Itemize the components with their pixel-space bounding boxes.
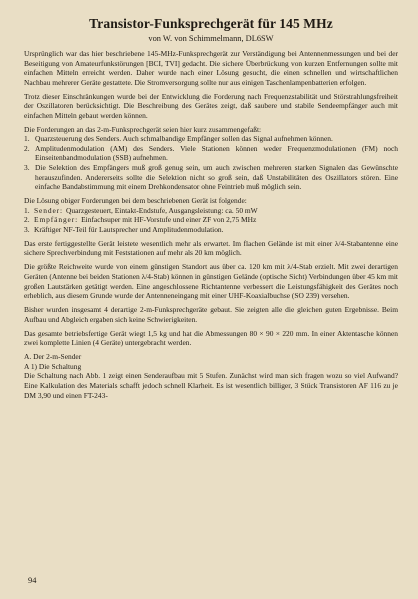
requirement-text: Die Selektion des Empfängers muß groß genug sein, um auch zwischen mehreren starken Signalen das Gewünschte herauszufinden. Andererseits sollte die Selektion nicht so groß sein, daß Unstabilitäten des Oszillators stören. Eine einfache Bandabstimmung mit einem Drehkondensator ohne Feintrieb muß möglich sein. (35, 163, 398, 192)
solution-number: 1. (24, 205, 30, 215)
paragraph-range: Die größte Reichweite wurde von einem günstigen Standort aus über ca. 120 km mit λ/4-Stab erzielt. Mit zwei derartigen Geräten (Antenne bei beiden Stationen λ/4-Stab) können in günstigen Gelände (optische Sicht) Verbindungen über 45 km mit großen Lautstärken getätigt werden. Eine angeschlossene Richtantenne verbessert die Leistungsfähigkeit des Gerätes noch erheblich, aus diesem Grunde wurde der Antenneneingang mit einer UHF-Koaxialbuchse (SO 239) versehen. (24, 262, 398, 301)
article-title: Transistor-Funksprechgerät für 145 MHz (89, 16, 333, 31)
article-byline: von W. von Schimmelmann, DL6SW (148, 34, 274, 43)
requirement-text: Amplitudenmodulation (AM) des Senders. Viele Stationen können weder Frequenzmodulationen (FM) noch Einseitenbandmodulation (SSB) aufnehmen. (35, 143, 398, 163)
requirement-item (24, 144, 398, 163)
requirement-number: 3. (24, 163, 30, 173)
paragraph-constraints: Trotz dieser Einschränkungen wurde bei der Entwicklung die Forderung nach Frequenzstabilität und Störstrahlungsfreiheit der Oszillatoren berücksichtigt. Die Beschreibung des Gerätes zeigt, daß saubere und stabile Sendeempfänger auch mit einfachen Mitteln gebaut werden können. (24, 91, 398, 120)
solution-item (24, 225, 398, 235)
requirement-item (24, 163, 398, 192)
requirement-item (24, 134, 398, 144)
solution-number: 3. (24, 224, 30, 234)
solution-text: Einfachsuper mit HF-Vorstufe und einer ZF von 2,75 MHz (81, 215, 257, 225)
paragraph-solution-intro: Die Lösung obiger Forderungen bei dem beschriebenen Gerät ist folgende: (24, 196, 247, 206)
paragraph-dimensions: Das gesamte betriebsfertige Gerät wiegt 1,5 kg und hat die Abmessungen 80 × 90 × 220 mm. In einer Aktentasche können zwei komplette Linien (4 Geräte) untergebracht werden. (24, 328, 398, 348)
solution-text: Quarzgesteuert, Eintakt-Endstufe, Ausgangsleistung: ca. 50 mW (66, 205, 258, 215)
requirement-text: Quarzsteuerung des Senders. Auch schmalbandige Empfänger sollen das Signal aufnehmen können. (35, 134, 333, 144)
solution-list (24, 206, 398, 235)
solution-label: Sender: (34, 205, 64, 215)
paragraph-requirements-intro: Die Forderungen an das 2-m-Funksprechgerät seien hier kurz zusammengefaßt: (24, 124, 262, 134)
page-number: 94 (28, 576, 37, 585)
paragraph-builds: Bisher wurden insgesamt 4 derartige 2-m-Funksprechgeräte gebaut. Sie zeigten alle die gleichen guten Ergebnisse. Beim Aufbau und Abgleich ergaben sich keine Schwierigkeiten. (24, 305, 398, 324)
requirements-list (24, 134, 398, 191)
section-heading: A. Der 2-m-Sender (24, 352, 82, 362)
article-body (24, 49, 398, 400)
paragraph-intro: Ursprünglich war das hier beschriebene 145-MHz-Funksprechgerät zur Verständigung bei Antennenmessungen und bei der Beseitigung von Amateurfunkstörungen [BCI, TVI] gedacht. Die sichere Überbrückung von kurzen Entfernungen sollte mit einfachen Mitteln erreicht werden. Daher wurde nach einer Lösung gesucht, die einen schnellen und wirtschaftlichen Nachbau mehrerer Geräte gestattete. Die Stromversorgung sollte nur aus einigen Taschenlampenbatterien erfolgen. (24, 49, 398, 87)
subsection-heading: A 1) Die Schaltung (24, 361, 82, 371)
requirement-number: 2. (24, 143, 30, 153)
paragraph-first-results: Das erste fertiggestellte Gerät leistete wesentlich mehr als erwartet. Im flachen Gelände ist mit einer λ/4-Stabantenne eine sichere Sprechverbindung mit Feststationen auf mehr als 20 km möglich. (24, 238, 398, 258)
solution-item (24, 215, 398, 225)
solution-label: Empfänger: (34, 215, 79, 225)
paragraph-circuit: Die Schaltung nach Abb. 1 zeigt einen Senderaufbau mit 5 Stufen. Zunächst wird man sich fragen wozu so viel Aufwand? Eine Kalkulation des Materials schafft jedoch schnell Klarheit. Es ist wesentlich billiger, 3 Stück Transistoren AF 116 zu je DM 3,90 und einen FT-243- (24, 371, 398, 400)
solution-item (24, 206, 398, 216)
solution-text: Kräftiger NF-Teil für Lautsprecher und Amplitudenmodulation. (34, 224, 224, 234)
requirement-number: 1. (24, 134, 30, 144)
solution-number: 2. (24, 215, 30, 225)
